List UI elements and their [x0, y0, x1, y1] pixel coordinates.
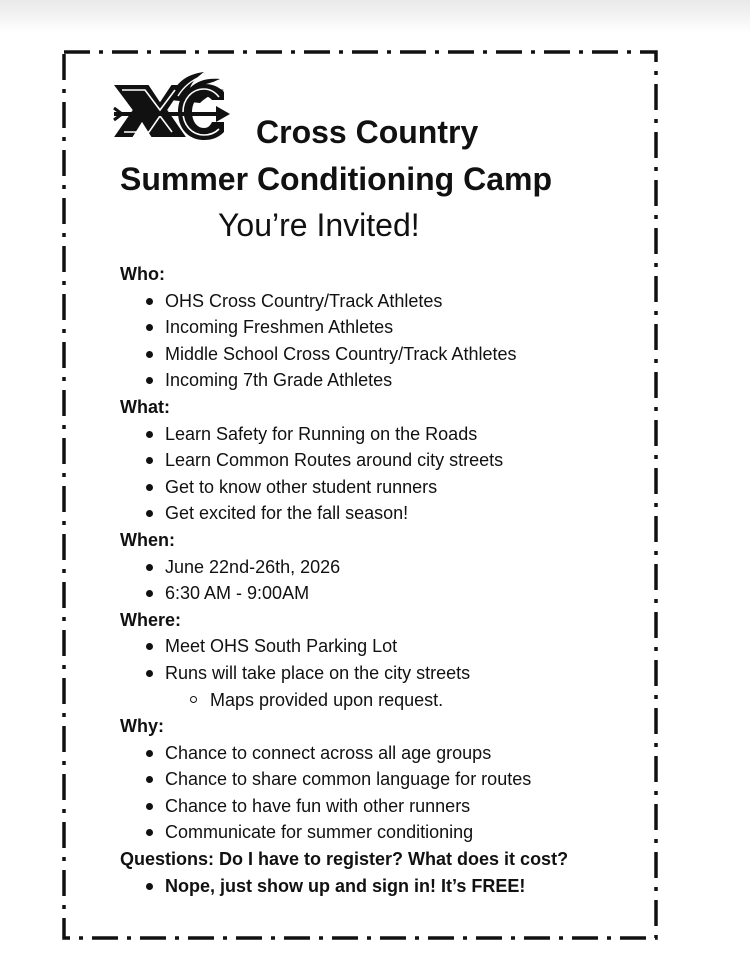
questions-answer: Nope, just show up and sign in! It’s FREE!: [120, 873, 660, 900]
title-cross-country: Cross Country: [256, 114, 479, 150]
list-item: Get excited for the fall season!: [120, 500, 660, 527]
list-item: Communicate for summer conditioning: [120, 819, 660, 846]
list-item: Middle School Cross Country/Track Athletes: [120, 341, 660, 368]
why-heading: Why:: [120, 716, 164, 737]
invite-heading: You’re Invited!: [218, 207, 420, 243]
list-item: Get to know other student runners: [120, 474, 660, 501]
list-item: Chance to have fun with other runners: [120, 793, 660, 820]
list-item: Chance to connect across all age groups: [120, 740, 660, 767]
where-heading: Where:: [120, 609, 182, 630]
list-item: OHS Cross Country/Track Athletes: [120, 288, 660, 315]
xc-winged-shoe-logo-icon: [112, 70, 230, 150]
flyer-content: [120, 261, 660, 899]
list-item: Chance to share common language for routes: [120, 766, 660, 793]
list-item: Learn Common Routes around city streets: [120, 447, 660, 474]
list-item: Incoming 7th Grade Athletes: [120, 367, 660, 394]
title-summer-camp: Summer Conditioning Camp: [120, 161, 552, 197]
list-item: 6:30 AM - 9:00AM: [120, 580, 660, 607]
list-item: Learn Safety for Running on the Roads: [120, 421, 660, 448]
who-heading: Who:: [120, 264, 165, 284]
questions-heading: Questions: Do I have to register? What does it cost?: [120, 849, 569, 870]
when-heading: When:: [120, 529, 175, 550]
list-item: Meet OHS South Parking Lot: [120, 633, 660, 660]
what-heading: What:: [120, 396, 170, 417]
list-item: June 22nd-26th, 2026: [120, 554, 660, 581]
list-item: Runs will take place on the city streets: [120, 660, 660, 687]
sub-list-item: Maps provided upon request.: [120, 687, 660, 714]
list-item: Incoming Freshmen Athletes: [120, 314, 660, 341]
